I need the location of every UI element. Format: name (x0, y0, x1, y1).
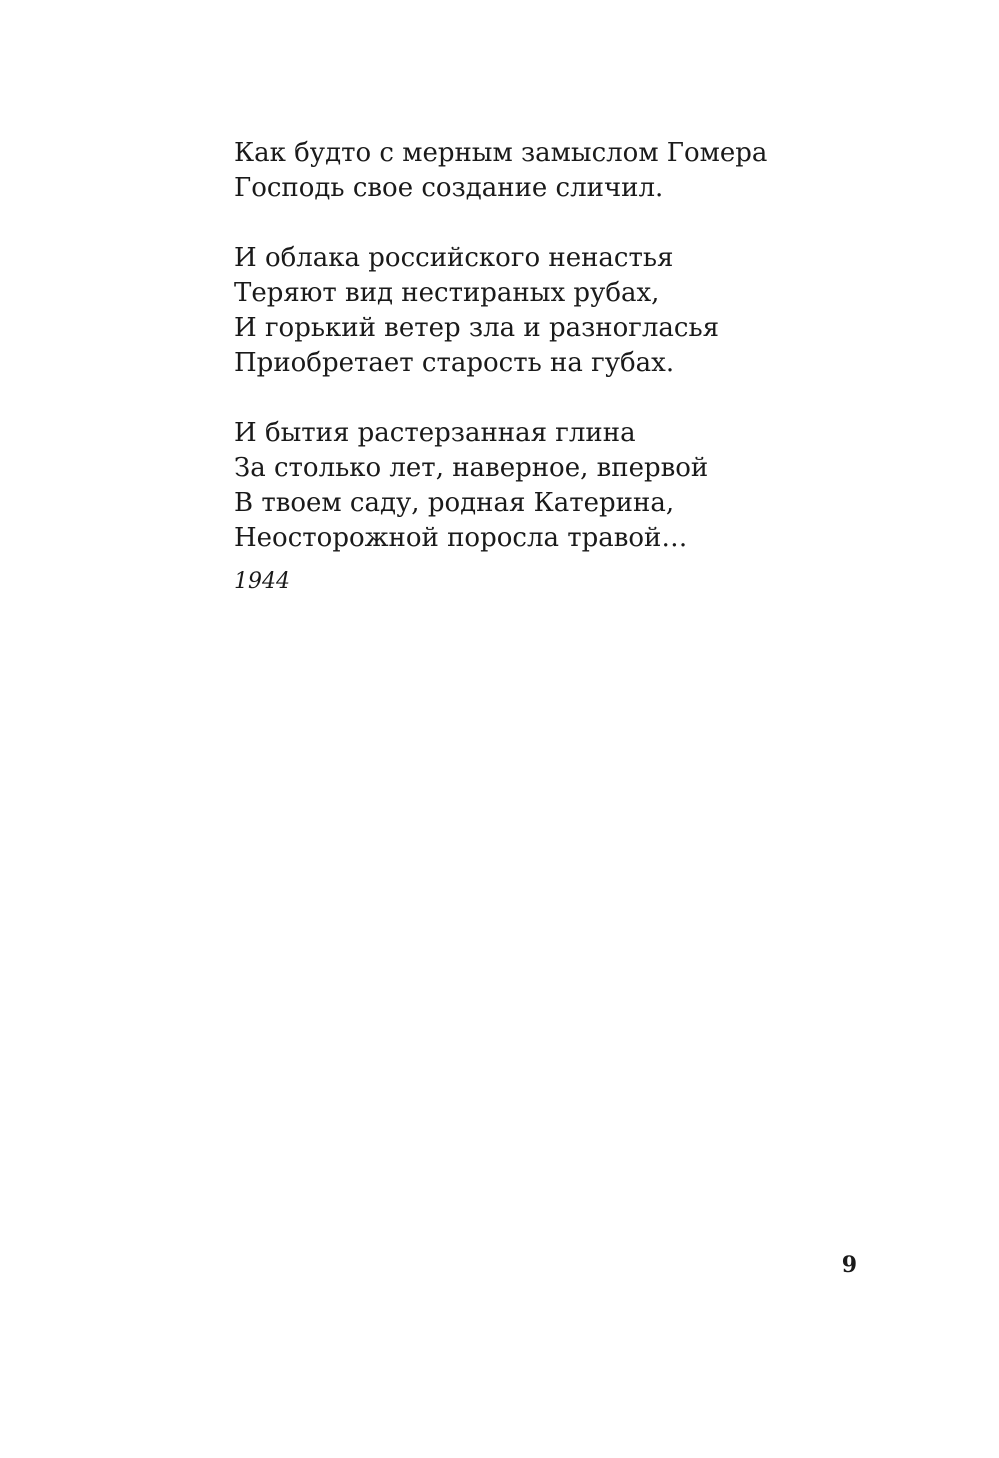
poem-line: И горький ветер зла и разногласья (234, 313, 720, 343)
stanza-1 (234, 136, 854, 206)
poem-line: Неосторожной поросла травой… (234, 523, 688, 553)
poem-body (234, 136, 854, 597)
poem-line: И бытия растерзанная глина (234, 418, 636, 448)
poem-line: Приобретает старость на губах. (234, 348, 675, 378)
stanza-3 (234, 416, 854, 556)
poem-line: В твоем саду, родная Катерина, (234, 488, 675, 518)
poem-line: Как будто с мерным замыслом Гомера (234, 138, 768, 168)
poem-line: И облака российского ненастья (234, 243, 674, 273)
poem-line: Теряют вид нестираных рубах, (234, 278, 660, 308)
poem-date: 1944 (234, 569, 290, 594)
poem-line: Господь свое создание сличил. (234, 173, 664, 203)
stanza-2 (234, 241, 854, 381)
poem-line: За столько лет, наверное, впервой (234, 453, 709, 483)
page-number: 9 (841, 1252, 857, 1278)
